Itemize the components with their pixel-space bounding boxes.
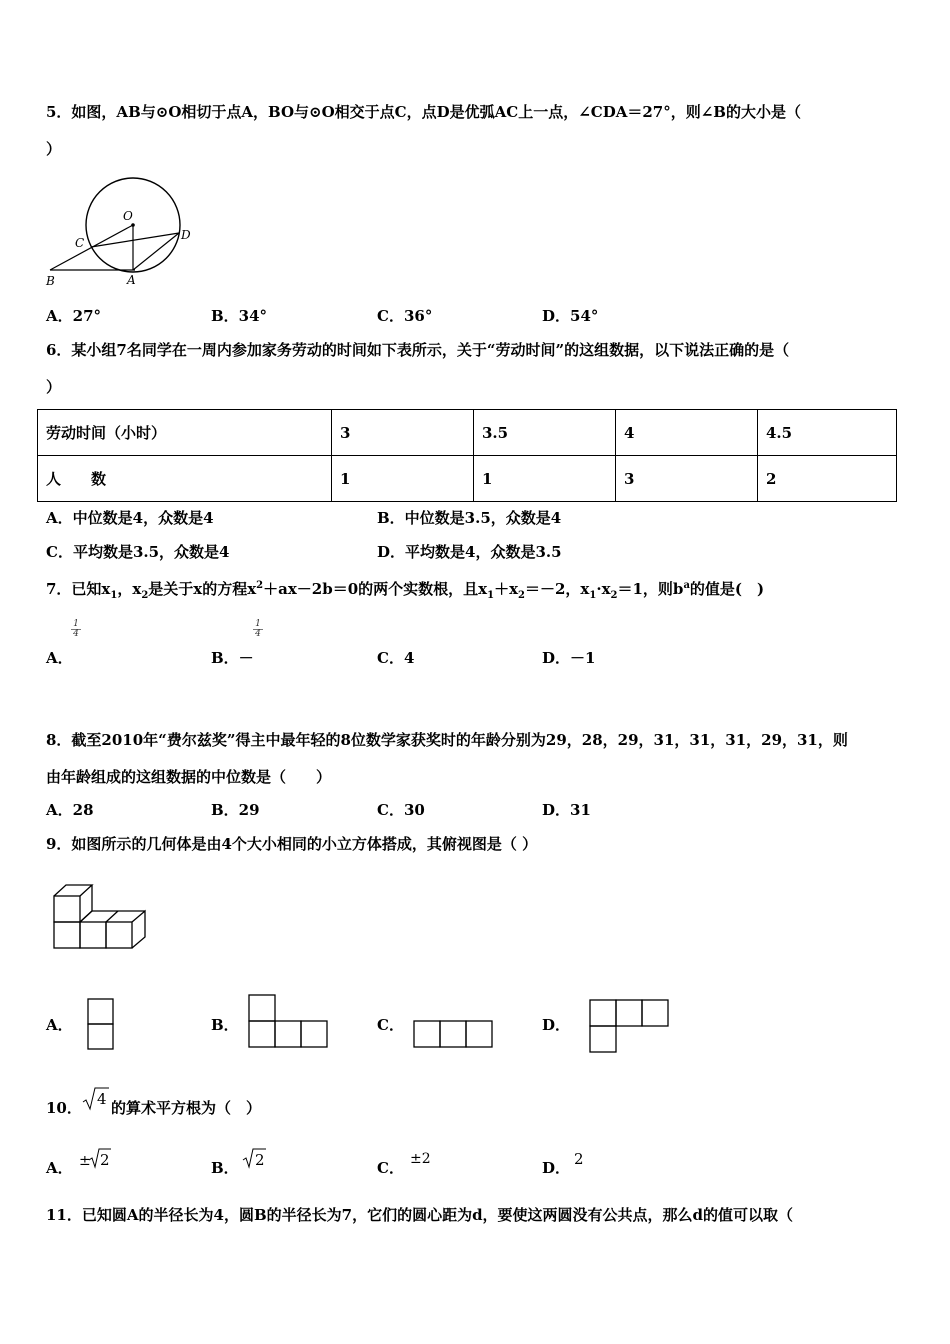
q5-option-a[interactable]: A．27° bbox=[46, 307, 102, 325]
table-cell: 人 数 bbox=[38, 456, 332, 502]
q6-stem-line1: 6．某小组7名同学在一周内参加家务劳动的时间如下表所示，关于“劳动时间”的这组数据，以下说法正确的是（ bbox=[46, 341, 790, 359]
q7-fraction-b: $\frac{1}{4}$ bbox=[253, 620, 263, 639]
table-cell: 3.5 bbox=[474, 410, 616, 456]
table-row bbox=[38, 410, 897, 456]
q5-option-b[interactable]: B．34° bbox=[211, 307, 268, 325]
q9-option-a[interactable]: A． bbox=[46, 1016, 73, 1034]
label-D: D bbox=[181, 228, 191, 242]
q5-option-c[interactable]: C．36° bbox=[377, 307, 433, 325]
q8-option-d[interactable]: D．31 bbox=[542, 801, 591, 819]
q7-stem: 7．已知$x_1$，$x_2$是关于x的方程$x^2+ax-2b=0$的两个实数根，且$x_1+x_2=-2$，$x_1\cdot x_2=1$，则$b^a$的值是( ) bbox=[46, 580, 765, 601]
q6-option-d[interactable]: D．平均数是4，众数是3.5 bbox=[377, 543, 562, 561]
q10-option-a[interactable]: A． bbox=[46, 1159, 73, 1177]
q10-radicand: 4 bbox=[97, 1090, 107, 1108]
q10-number: 10． bbox=[46, 1099, 82, 1117]
svg-text:2: 2 bbox=[100, 1151, 110, 1169]
q5-option-d[interactable]: D．54° bbox=[542, 307, 599, 325]
q10-stem: 的算术平方根为（ ） bbox=[111, 1099, 262, 1117]
q11-stem: 11．已知圆A的半径长为4，圆B的半径长为7，它们的圆心距为d，要使这两圆没有公共点，那么d的值可以取（ bbox=[46, 1206, 794, 1224]
q9-option-b-figure[interactable] bbox=[248, 994, 330, 1050]
q5-stem-line1: 5．如图，AB与⊙O相切于点A，BO与⊙O相交于点C，点D是优弧AC上一点，∠CDA＝27°，则∠B的大小是（ bbox=[46, 103, 801, 121]
table-cell: 4 bbox=[616, 410, 758, 456]
q9-option-d[interactable]: D． bbox=[542, 1016, 571, 1034]
label-B: B bbox=[46, 274, 55, 288]
table-cell: 3 bbox=[616, 456, 758, 502]
q10-option-a-math bbox=[78, 1146, 118, 1172]
q10-option-b-math bbox=[242, 1146, 272, 1172]
q10-option-b[interactable]: B． bbox=[211, 1159, 239, 1177]
q10-sqrt-four bbox=[82, 1086, 110, 1112]
q8-stem-line2: 由年龄组成的这组数据的中位数是（ ） bbox=[46, 768, 332, 786]
table-cell: 4.5 bbox=[758, 410, 897, 456]
table-cell: 3 bbox=[332, 410, 474, 456]
q6-stem-line2: ） bbox=[46, 378, 62, 396]
q8-stem-line1: 8．截至2010年“费尔兹奖”得主中最年轻的8位数学家获奖时的年龄分别为29，28，29，31，31，31，29，31，则 bbox=[46, 731, 848, 749]
table-row bbox=[38, 456, 897, 502]
q7-option-a[interactable]: A． bbox=[46, 649, 73, 667]
label-C: C bbox=[75, 236, 85, 250]
q10-option-c[interactable]: C． bbox=[377, 1159, 404, 1177]
q6-data-table bbox=[37, 409, 897, 502]
q9-option-a-figure[interactable] bbox=[87, 998, 117, 1054]
q10-option-c-math: ±2 bbox=[410, 1151, 431, 1167]
q7-option-d[interactable]: D．－1 bbox=[542, 649, 596, 667]
q10-option-d-math: 2 bbox=[574, 1150, 584, 1168]
q9-stem: 9．如图所示的几何体是由4个大小相同的小立方体搭成，其俯视图是（ ） bbox=[46, 835, 538, 853]
q9-option-b[interactable]: B． bbox=[211, 1016, 239, 1034]
q6-option-c[interactable]: C．平均数是3.5，众数是4 bbox=[46, 543, 230, 561]
q8-option-b[interactable]: B．29 bbox=[211, 801, 260, 819]
q7-option-c[interactable]: C．4 bbox=[377, 649, 415, 667]
svg-text:2: 2 bbox=[255, 1151, 265, 1169]
table-cell: 劳动时间（小时） bbox=[38, 410, 332, 456]
table-cell: 2 bbox=[758, 456, 897, 502]
q9-cube-solid-figure bbox=[50, 880, 150, 952]
q9-option-c-figure[interactable] bbox=[413, 1020, 495, 1050]
q6-option-b[interactable]: B．中位数是3.5，众数是4 bbox=[377, 509, 562, 527]
q6-option-a[interactable]: A．中位数是4，众数是4 bbox=[46, 509, 214, 527]
q10-option-d[interactable]: D． bbox=[542, 1159, 571, 1177]
q9-option-c[interactable]: C． bbox=[377, 1016, 404, 1034]
q5-stem-line2: ） bbox=[46, 140, 62, 158]
label-O: O bbox=[123, 209, 133, 223]
q5-circle-figure bbox=[40, 175, 210, 295]
svg-text:±: ± bbox=[79, 1153, 91, 1169]
table-cell: 1 bbox=[474, 456, 616, 502]
q8-option-c[interactable]: C．30 bbox=[377, 801, 425, 819]
q9-option-d-figure[interactable] bbox=[589, 999, 671, 1055]
q8-option-a[interactable]: A．28 bbox=[46, 801, 94, 819]
label-A: A bbox=[127, 273, 136, 287]
q7-option-b[interactable]: B．－ bbox=[211, 649, 254, 667]
table-cell: 1 bbox=[332, 456, 474, 502]
q7-fraction-a: $\frac{1}{4}$ bbox=[71, 620, 81, 639]
